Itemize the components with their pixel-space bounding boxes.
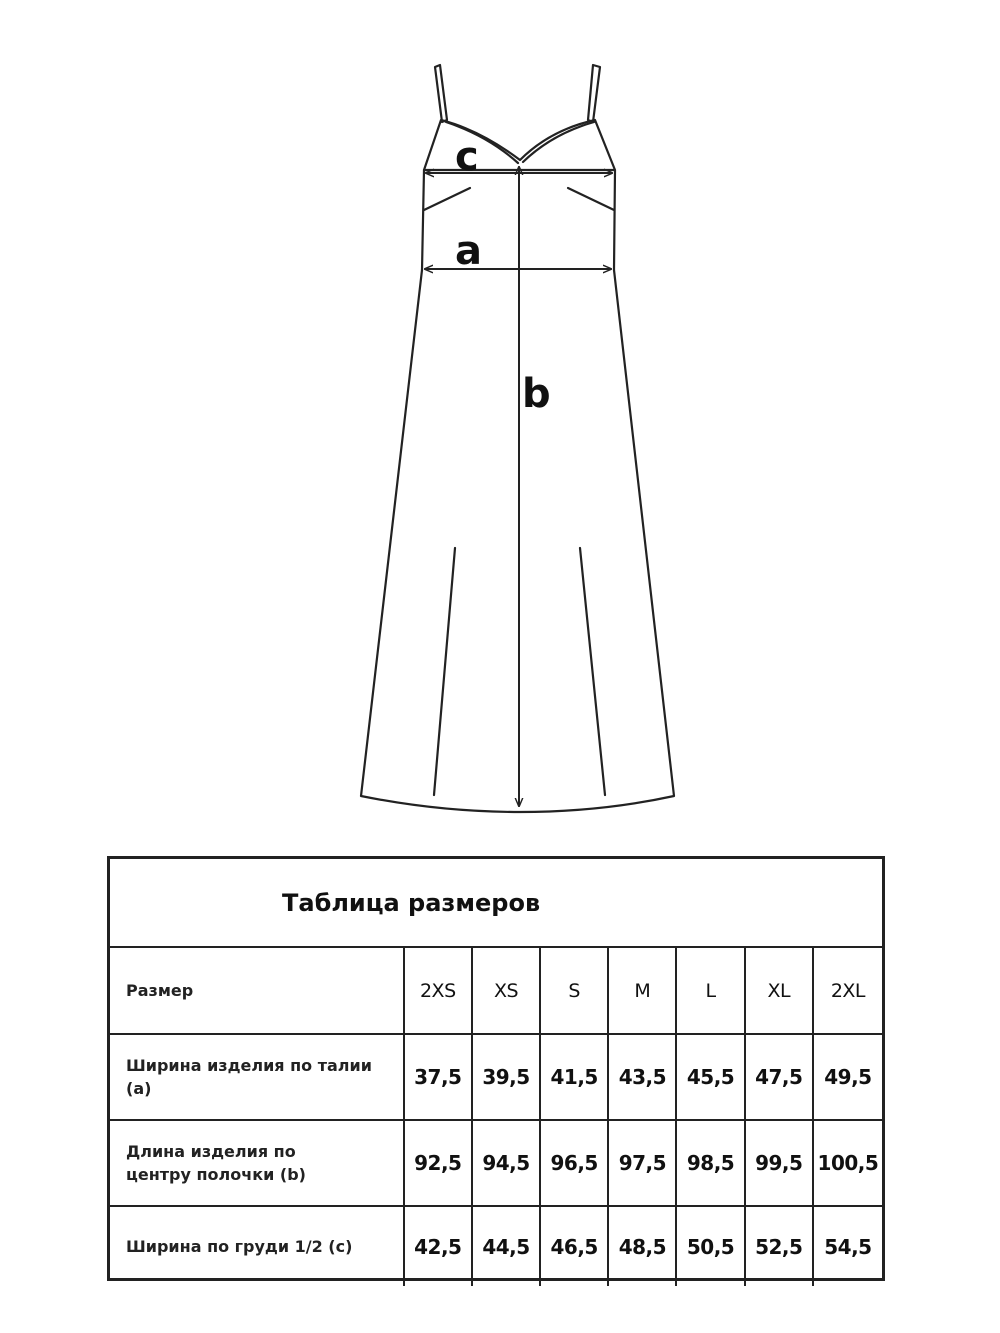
value-cell: 54,5 — [824, 1234, 872, 1259]
row-label-line2: (a) — [126, 1079, 152, 1098]
right-strap — [588, 65, 600, 122]
value-cell: 49,5 — [824, 1065, 872, 1089]
row-label — [110, 1207, 405, 1286]
row-label — [110, 1035, 405, 1119]
table-row-waist — [110, 1035, 882, 1121]
size-table — [107, 856, 885, 1281]
value-cell: 96,5 — [541, 1121, 609, 1205]
table-row-chest — [110, 1207, 882, 1286]
row-label — [110, 1121, 405, 1205]
row-label-line1: Ширина изделия по талии — [126, 1056, 372, 1075]
row-label-line1: Длина изделия по — [126, 1142, 296, 1161]
value-cell: 97,5 — [609, 1121, 677, 1205]
size-header-cell: S — [541, 948, 609, 1033]
value-cell: 92,5 — [405, 1121, 473, 1205]
measure-b-label: b — [522, 371, 551, 417]
size-header-cell: L — [677, 948, 745, 1033]
left-strap — [435, 65, 447, 122]
value-cell: 44,5 — [473, 1207, 541, 1286]
row-label-line2: центру полочки (b) — [126, 1165, 306, 1184]
value-cell: 94,5 — [473, 1121, 541, 1205]
right-dart — [568, 188, 614, 210]
value-cell: 39,5 — [473, 1035, 541, 1119]
size-header-cell: XS — [473, 948, 541, 1033]
value-cell: 52,5 — [746, 1207, 814, 1286]
value-cell: 42,5 — [405, 1207, 473, 1286]
row-label-line1: Ширина по груди 1/2 (c) — [126, 1237, 353, 1256]
size-header-cell: 2XL — [830, 979, 866, 1002]
table-header-row — [110, 948, 882, 1035]
value-cell: 46,5 — [541, 1207, 609, 1286]
value-cell: 98,5 — [677, 1121, 745, 1205]
table-title: Таблица размеров — [282, 888, 541, 917]
size-header-cell: XL — [746, 948, 814, 1033]
measure-a-label: a — [455, 228, 482, 274]
value-cell: 50,5 — [677, 1207, 745, 1286]
left-dart — [424, 188, 470, 210]
measure-c-label: c — [455, 134, 479, 180]
size-header-cell: M — [609, 948, 677, 1033]
value-cell: 43,5 — [609, 1035, 677, 1119]
value-cell: 100,5 — [817, 1151, 879, 1175]
right-seam — [580, 548, 605, 795]
table-title-row — [110, 859, 882, 948]
size-header-cell: 2XS — [405, 948, 473, 1033]
header-label: Размер — [110, 948, 405, 1033]
skirt-outline — [361, 270, 674, 812]
value-cell: 99,5 — [746, 1121, 814, 1205]
left-seam — [434, 548, 455, 795]
table-row-length — [110, 1121, 882, 1207]
value-cell: 37,5 — [405, 1035, 473, 1119]
value-cell: 45,5 — [677, 1035, 745, 1119]
value-cell: 47,5 — [746, 1035, 814, 1119]
value-cell: 41,5 — [541, 1035, 609, 1119]
value-cell: 48,5 — [609, 1207, 677, 1286]
